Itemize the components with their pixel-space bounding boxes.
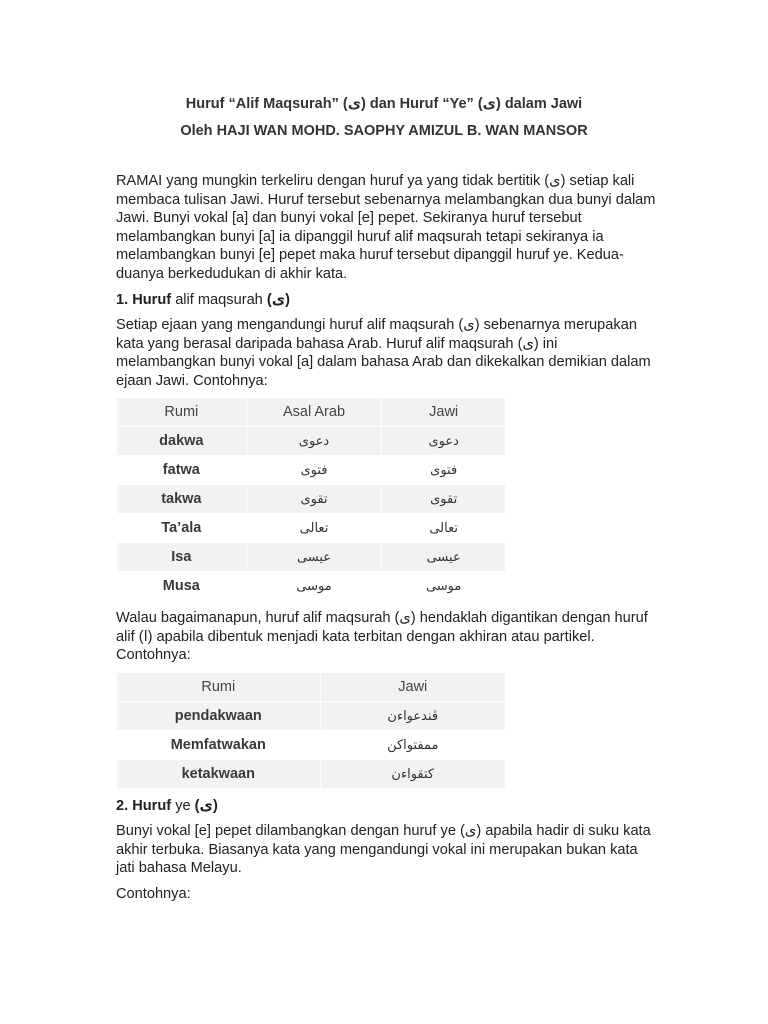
rumi-cell: dakwa [117, 427, 247, 456]
jawi-cell: تعالى [382, 514, 506, 543]
table-header-row [117, 398, 506, 427]
jawi-cell: دعوى [382, 427, 506, 456]
column-header: Jawi [382, 398, 506, 427]
section-2-paragraph: Bunyi vokal [e] pepet dilambangkan dengan huruf ye (ى) apabila hadir di suku kata akhir terbuka. Biasanya kata yang mengandungi vokal ini merupakan bukan kata jati bahasa Melayu. [116, 823, 651, 877]
rumi-cell: Memfatwakan [117, 731, 321, 760]
jawi-cell: ڤندعواءن [320, 702, 505, 731]
document-author: Oleh HAJI WAN MOHD. SAOPHY AMIZUL B. WAN MANSOR [180, 123, 588, 139]
section-1-heading-bold: 1. Huruf [116, 292, 172, 308]
rumi-cell: takwa [117, 485, 247, 514]
column-header: Asal Arab [246, 398, 382, 427]
section-1-heading-char: (ى) [266, 292, 290, 308]
rumi-cell: pendakwaan [117, 702, 321, 731]
section-1-heading [116, 291, 290, 310]
section-2-heading-text: ye [171, 798, 195, 814]
column-header: Rumi [117, 398, 247, 427]
section-1-heading-text: alif maqsurah [171, 292, 267, 308]
derived-words-table [116, 672, 506, 789]
table-row [117, 456, 506, 485]
arab-cell: فتوى [246, 456, 382, 485]
table-row [117, 760, 506, 789]
table-row [117, 514, 506, 543]
arab-cell: موسى [246, 572, 382, 601]
column-header: Jawi [320, 673, 505, 702]
jawi-cell: كتقواءن [320, 760, 505, 789]
rumi-cell: fatwa [117, 456, 247, 485]
intro-paragraph: RAMAI yang mungkin terkeliru dengan huruf ya yang tidak bertitik (ى) setiap kali membaca tulisan Jawi. Huruf tersebut sebenarnya melambangkan dua bunyi dalam Jawi. Bunyi vokal [a] dan bunyi vokal [e] pepet. Sekiranya huruf tersebut melambangkan bunyi [a] ia dipanggil huruf alif maqsurah tetapi sekiranya ia melambangkan bunyi [e] pepet maka huruf tersebut dipanggil huruf ye. Kedua-duanya berkedudukan di akhir kata. [116, 173, 656, 282]
alif-maqsurah-table [116, 397, 506, 601]
rumi-cell: Isa [117, 543, 247, 572]
document-title: Huruf “Alif Maqsurah” (ى) dan Huruf “Ye” (ى) dalam Jawi [185, 96, 583, 112]
section-2-heading-bold: 2. Huruf [116, 798, 172, 814]
rumi-cell: ketakwaan [117, 760, 321, 789]
arab-cell: تقوى [246, 485, 382, 514]
jawi-cell: فتوى [382, 456, 506, 485]
table-header-row [117, 673, 506, 702]
table-row [117, 702, 506, 731]
jawi-cell: موسى [382, 572, 506, 601]
arab-cell: عيسى [246, 543, 382, 572]
arab-cell: تعالى [246, 514, 382, 543]
section-2-heading-char: (ى) [194, 798, 218, 814]
rumi-cell: Ta’ala [117, 514, 247, 543]
jawi-cell: عيسى [382, 543, 506, 572]
table-row [117, 485, 506, 514]
section-1-paragraph-2: Walau bagaimanapun, huruf alif maqsurah (ى) hendaklah digantikan dengan huruf alif (ا) apabila dibentuk menjadi kata terbitan dengan akhiran atau partikel. Contohnya: [116, 610, 648, 664]
jawi-cell: تقوى [382, 485, 506, 514]
section-2-paragraph-2: Contohnya: [116, 886, 191, 902]
section-2-heading [116, 797, 218, 816]
rumi-cell: Musa [117, 572, 247, 601]
jawi-cell: ممفتواكن [320, 731, 505, 760]
table-row [117, 543, 506, 572]
table-row [117, 731, 506, 760]
table-row [117, 427, 506, 456]
arab-cell: دعوى [246, 427, 382, 456]
column-header: Rumi [117, 673, 321, 702]
section-1-paragraph: Setiap ejaan yang mengandungi huruf alif maqsurah (ى) sebenarnya merupakan kata yang berasal daripada bahasa Arab. Huruf alif maqsurah (ى) ini melambangkan bunyi vokal [a] dalam bahasa Arab dan dikekalkan demikian dalam ejaan Jawi. Contohnya: [116, 317, 651, 389]
table-row [117, 572, 506, 601]
